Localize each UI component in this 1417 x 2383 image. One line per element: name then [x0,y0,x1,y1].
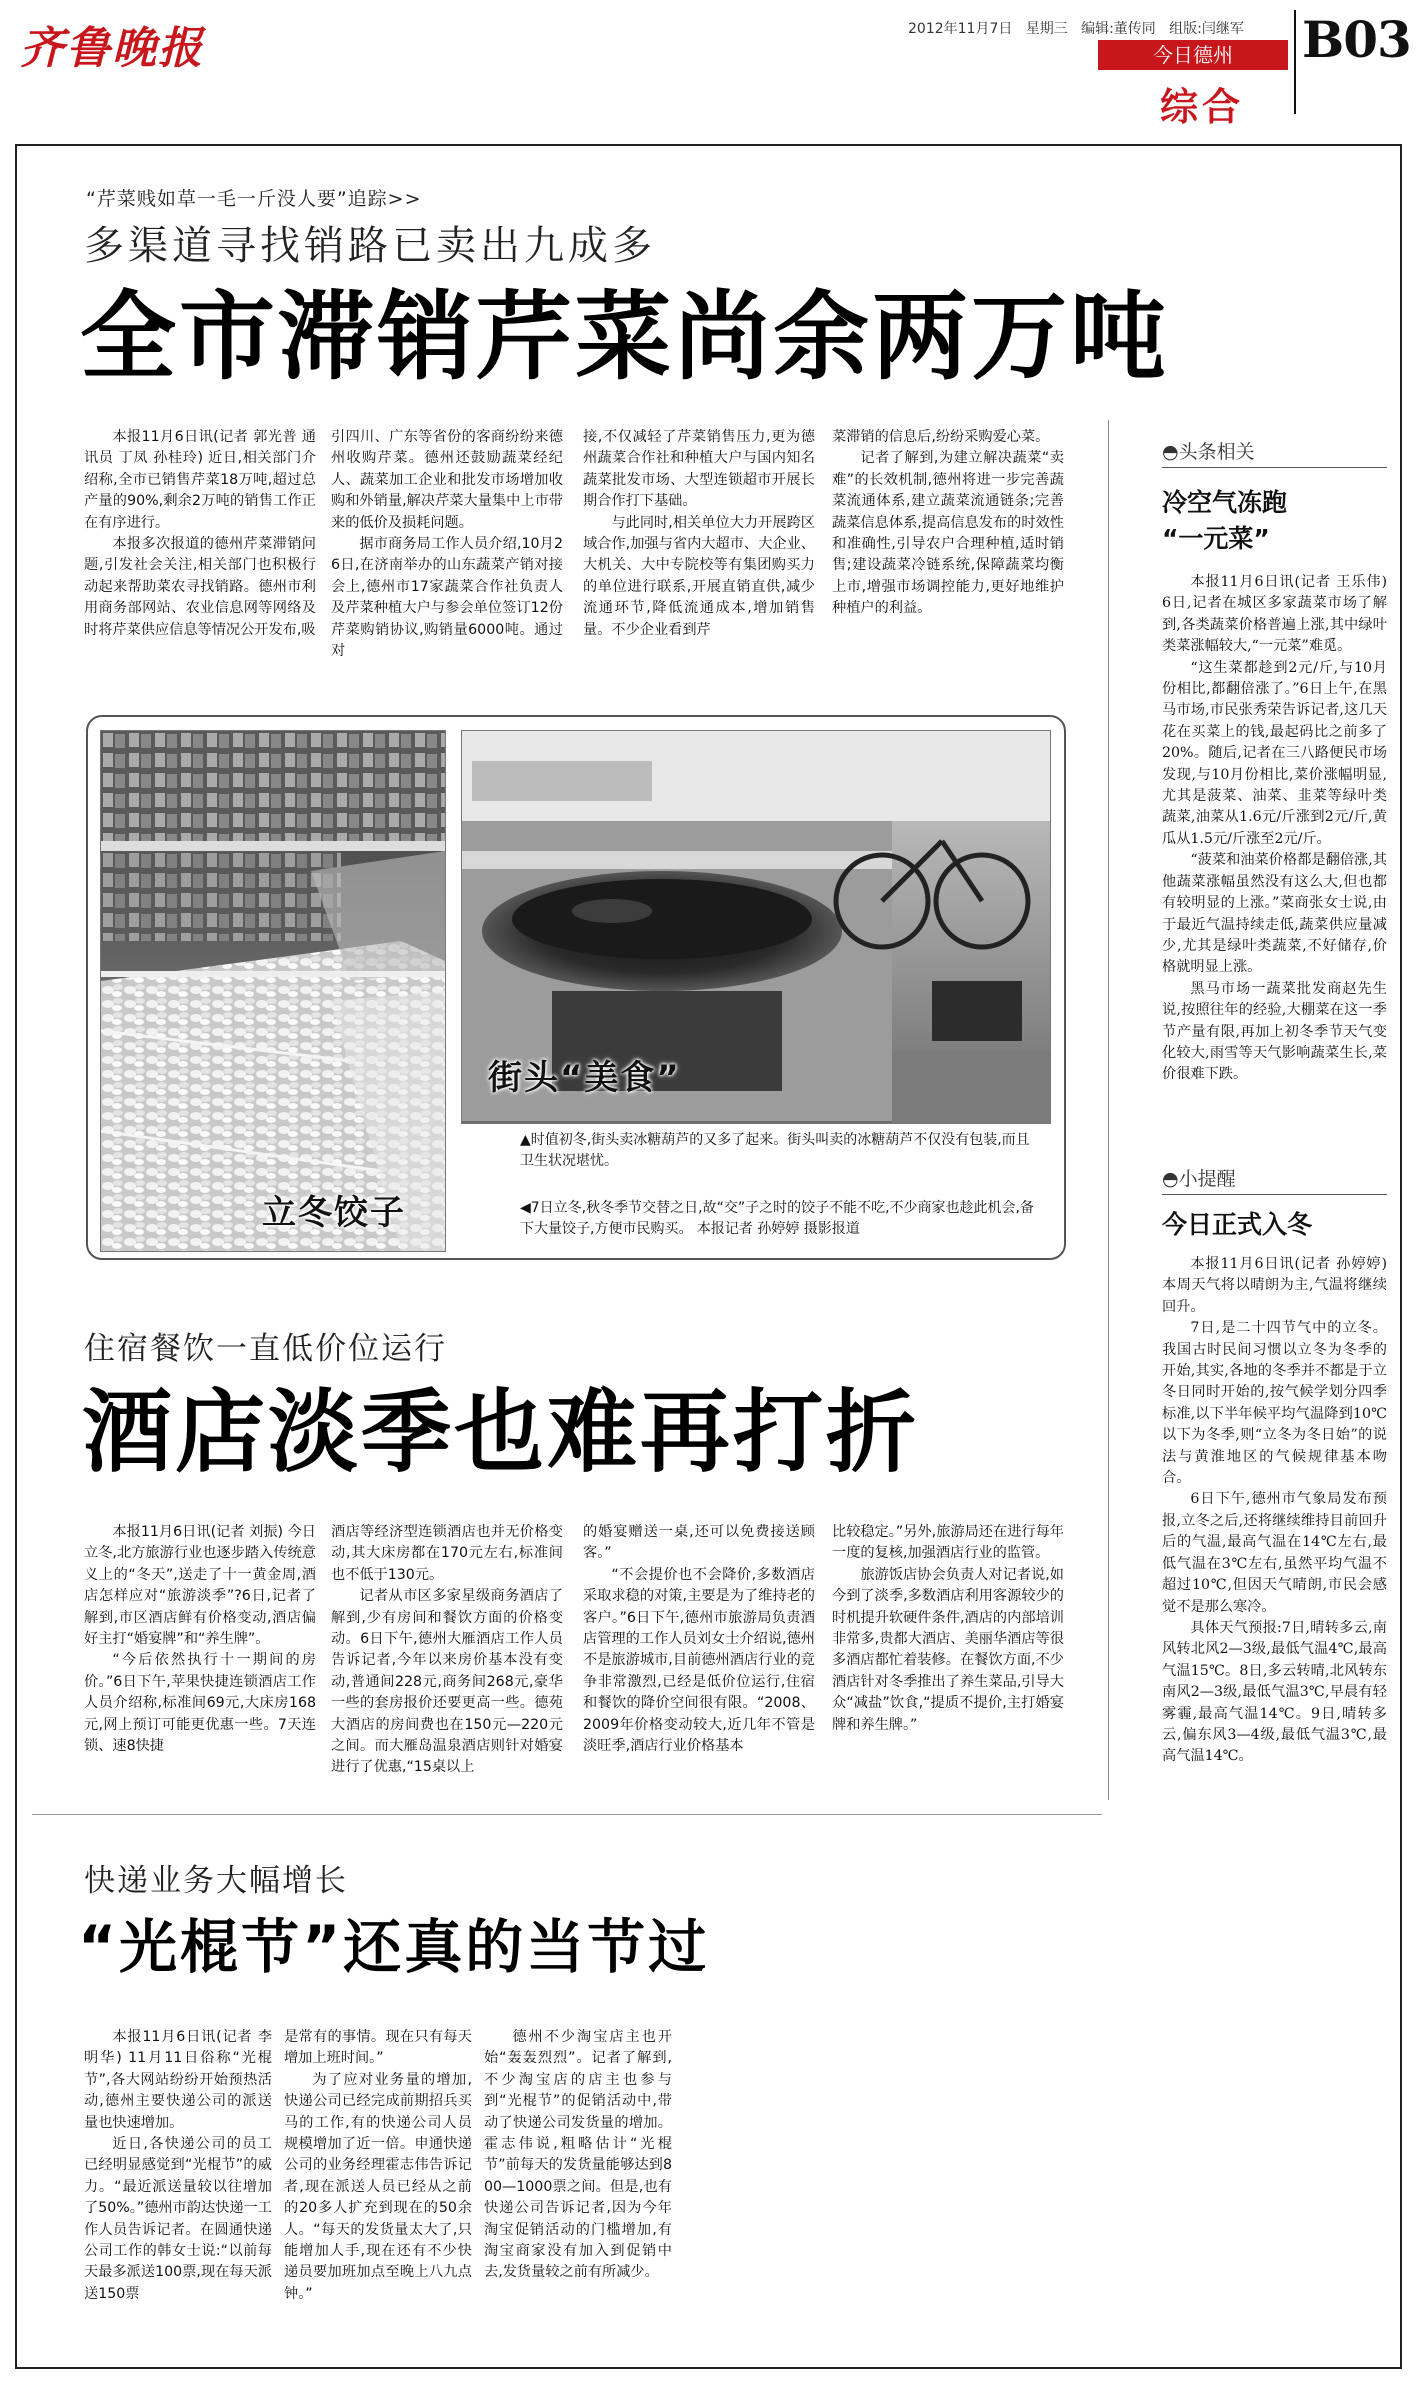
sidebar2-tag [1162,1164,1236,1191]
section-tag: 今日德州 [1098,40,1288,70]
sidebar1-body [1162,572,1387,1132]
story1-paragraph: 引四川、广东等省份的客商纷纷来德州收购芹菜。德州还鼓励蔬菜经纪人、蔬菜加工企业和批发市场增加收购和外销量,解决芹菜大量集中上市带来的低价及损耗问题。 [331,429,563,531]
story3-subtitle: 快递业务大幅增长 [84,1863,348,1899]
sidebar1-paragraph: “这生菜都趁到2元/斤,与10月份相比,都翻倍涨了。”6日上午,在黑马市场,市民张秀荣告诉记者,这几天花在买菜上的钱,最起码比之前多了20%。随后,记者在三八路便民市场发现,与10月份相比,菜价涨幅明显,尤其是菠菜、油菜、韭菜等绿叶类蔬菜,油菜从1.6元/斤涨到2元/斤,黄瓜从1.5元/斤涨至2元/斤。 [1162,659,1387,847]
story3-paragraph: 近日,各快递公司的员工已经明显感觉到“光棍节”的威力。“最近派送量较以往增加了50%。”德州市韵达快递一工作人员告诉记者。在圆通快递公司工作的韩女士说:“以前每天最多派送100票,现在每天派送150票 [84,2136,272,2302]
story3-paragraph: 本报11月6日讯(记者 李明华) 11月11日俗称“光棍节”,各大网站纷纷开始预热活动,德州主要快递公司的派送量也快速增加。 [84,2029,272,2131]
story1-paragraph: 本报11月6日讯(记者 郭光普 通讯员 丁凤 孙桂玲) 近日,相关部门介绍称,全市已销售芹菜18万吨,超过总产量的90%,剩余2万吨的销售工作正在有序进行。 [84,429,316,531]
story2-column-2 [331,1522,563,1800]
sidebar1-title-2: “一元菜” [1162,524,1270,553]
sidebar2-body [1162,1254,1387,1800]
story1-kicker: “芹菜贱如草一毛一斤没人要”追踪>> [86,188,422,210]
dumplings-photo-title: 立冬饺子 [262,1193,406,1233]
sidebar1-tag [1162,437,1255,464]
sidebar2-paragraph: 7日,是二十四节气中的立冬。我国古时民间习惯以立冬为冬季的开始,其实,各地的冬季并不都是于立冬日同时开始的,按气候学划分四季标准,以下半年候平均气温降到10℃以下为冬季,则“立冬为冬日始”的说法与黄淮地区的气候规律基本吻合。 [1162,1320,1387,1487]
story3-divider [32,1814,1102,1815]
story3-paragraph: 为了应对业务量的增加,快递公司已经完成前期招兵买马的工作,有的快递公司人员规模增加了近一倍。申通快递公司的业务经理霍志伟告诉记者,现在派送人员已经从之前的20多人扩充到现在的50余人。“每天的发货量太大了,只能增加人手,现在还有不少快递员要加班加点至晚上八九点钟。” [284,2071,472,2302]
issue-weekday: 星期三 [1025,21,1068,37]
issue-editor: 编辑:董传同 [1081,21,1156,37]
story2-paragraph: 旅游饭店协会负责人对记者说,如今到了淡季,多数酒店利用客源较少的时机提升软硬件条件,酒店的内部培训非常多,贵都大酒店、美丽华酒店等很多酒店都忙着装修。在餐饮方面,不少酒店针对冬季推出了养生菜品,引导大众“减盐”饮食,“提质不提价,主打婚宴牌和养生牌。” [832,1566,1064,1733]
sidebar1-paragraph: 本报11月6日讯(记者 王乐伟) 6日,记者在城区多家蔬菜市场了解到,各类蔬菜价格普遍上涨,其中绿叶类菜涨幅较大,“一元菜”难觅。 [1162,574,1387,655]
story1-column-4 [832,427,1064,703]
story1-paragraph: 据市商务局工作人员介绍,10月26日,在济南举办的山东蔬菜产销对接会上,德州市17家蔬菜合作社负责人及芹菜种植大户与参会单位签订12份芹菜购销协议,购销量6000吨。通过对 [331,536,563,660]
story1-headline: 全市滞销芹菜尚余两万吨 [80,281,1169,393]
story2-paragraph: 的婚宴赠送一桌,还可以免费接送顾客。” [583,1524,815,1562]
sidebar-divider [1108,420,1109,1800]
issue-info [908,18,1244,38]
story2-column-1 [84,1522,316,1800]
story3-headline: “光棍节”还真的当节过 [78,1913,710,1981]
sidebar1-tag-line [1162,467,1387,468]
dumplings-photo-art [101,731,445,1251]
masthead [0,0,1417,130]
story1-paragraph: 接,不仅减轻了芹菜销售压力,更为德州蔬菜合作社和种植大户与国内知名蔬菜批发市场、大型连锁超市开展长期合作打下基础。 [583,429,815,510]
story2-paragraph: 记者从市区多家星级商务酒店了解到,少有房间和餐饮方面的价格变动。6日下午,德州大雁酒店工作人员告诉记者,今年以来房价基本没有变动,普通间228元,商务间268元,豪华一些的套房报价还要更高一些。德苑大酒店的房间费也在150元—220元之间。而大雁岛温泉酒店则针对婚宴进行了优惠,“15桌以上 [331,1588,563,1776]
bulb-icon: ◓ [1162,441,1179,463]
story2-subtitle: 住宿餐饮一直低价位运行 [84,1331,447,1367]
story1-column-2 [331,427,563,703]
section-name: 综合 [1160,85,1245,129]
story1-paragraph: 菜滞销的信息后,纷纷采购爱心菜。 [832,429,1050,445]
story3-column-3 [484,2027,672,2357]
issue-layout: 组版:闫继军 [1169,21,1244,37]
page-number: B03 [1302,10,1411,69]
photo-caption-2: ◀7日立冬,秋冬季节交替之日,故“交”子之时的饺子不能不吃,不少商家也趁此机会,备下大量饺子,方便市民购买。 本报记者 孙婷婷 摄影报道 [520,1200,1034,1237]
street-food-photo-title: 街头“美食” [488,1058,681,1098]
story1-paragraph: 记者了解到,为建立解决蔬菜“卖难”的长效机制,德州将进一步完善蔬菜流通体系,建立蔬菜流通链条;完善蔬菜信息体系,提高信息发布的时效性和准确性,引导农户合理种植,适时销售;建设蔬菜冷链系统,保障蔬菜均衡上市,增强市场调控能力,更好地维护种植户的利益。 [832,450,1064,617]
sidebar1-paragraph: “菠菜和油菜价格都是翻倍涨,其他蔬菜涨幅虽然没有这么大,但也都有较明显的上涨。”菜商张女士说,由于最近气温持续走低,蔬菜供应量减少,尤其是绿叶类蔬菜,不好储存,价格就明显上涨。 [1162,852,1387,976]
sidebar2-paragraph: 本报11月6日讯(记者 孙婷婷) 本周天气将以晴朗为主,气温将继续回升。 [1162,1256,1387,1315]
story2-paragraph: 比较稳定。”另外,旅游局还在进行每年一度的复核,加强酒店行业的监管。 [832,1524,1064,1562]
bulb-icon: ◓ [1162,1168,1179,1190]
story2-paragraph: 酒店等经济型连锁酒店也并无价格变动,其大床房都在170元左右,标准间也不低于130元。 [331,1524,563,1583]
story2-paragraph: “今后依然执行十一期间的房价。”6日下午,苹果快捷连锁酒店工作人员介绍称,标准间69元,大床房168元,网上预订可能更优惠一些。7天连锁、速8快捷 [84,1652,316,1755]
sidebar1-paragraph: 黑马市场一蔬菜批发商赵先生说,按照往年的经验,大棚菜在这一季节产量有限,再加上初冬季节天气变化较大,雨雪等天气影响蔬菜生长,菜价很难下跌。 [1162,980,1387,1083]
story2-paragraph: “不会提价也不会降价,多数酒店采取求稳的对策,主要是为了维持老的客户。”6日下午,德州市旅游局负责酒店管理的工作人员刘女士介绍说,德州不是旅游城市,目前德州酒店行业的竞争非常激烈,已经是低价位运行,住宿和餐饮的降价空间很有限。“2008、2009年价格变动较大,近几年不管是淡旺季,酒店行业价格基本 [583,1566,815,1755]
newspaper-logo: 齐鲁晚报 [20,23,204,74]
story1-column-1 [84,427,316,703]
story2-column-4 [832,1522,1064,1800]
story2-headline: 酒店淡季也难再打折 [82,1380,919,1485]
story1-column-3 [583,427,815,703]
sidebar2-title: 今日正式入冬 [1162,1210,1313,1239]
story1-paragraph: 本报多次报道的德州芹菜滞销问题,引发社会关注,相关部门也积极行动起来帮助菜农寻找销路。德州市利用商务部网站、农业信息网等网络及时将芹菜供应信息等情况公开发布,吸 [84,536,316,638]
story1-paragraph: 与此同时,相关单位大力开展跨区域合作,加强与省内大超市、大企业、大机关、大中专院校等有集团购买力的单位进行联系,开展直销直供,减少流通环节,降低流通成本,增加销售量。不少企业看到芹 [583,514,815,638]
sidebar2-tag-line [1162,1194,1387,1195]
sidebar2-tag-label: 小提醒 [1178,1168,1236,1190]
dumplings-photo [100,730,446,1252]
sidebar2-paragraph: 具体天气预报:7日,晴转多云,南风转北风2—3级,最低气温4℃,最高气温15℃。8日,多云转晴,北风转东南风2—3级,最低气温3℃,早晨有轻雾霾,最高气温14℃。9日,晴转多云,偏东风3—4级,最低气温3℃,最高气温14℃。 [1162,1619,1387,1765]
story1-subtitle: 多渠道寻找销路已卖出九成多 [84,223,656,269]
story3-column-1 [84,2027,272,2357]
story2-paragraph: 本报11月6日讯(记者 刘振) 今日立冬,北方旅游行业也逐步踏入传统意义上的“冬天”,送走了十一黄金周,酒店怎样应对“旅游淡季”?6日,记者了解到,市区酒店鲜有价格变动,酒店偏好主打“婚宴牌”和“养生牌”。 [84,1524,316,1648]
sidebar1-title-1: 冷空气冻跑 [1162,488,1288,517]
story3-paragraph: 是常有的事情。现在只有每天增加上班时间。” [284,2029,472,2067]
photo-caption-1: ▲时值初冬,街头卖冰糖葫芦的又多了起来。街头叫卖的冰糖葫芦不仅没有包装,而且卫生状况堪忧。 [520,1132,1030,1169]
story3-paragraph: 德州不少淘宝店主也开始“轰轰烈烈”。记者了解到,不少淘宝店的店主也参与到“光棍节”的促销活动中,带动了快递公司发货量的增加。霍志伟说,粗略估计“光棍节”前每天的发货量能够达到800—1000票之间。但是,也有快递公司告诉记者,因为今年淘宝促销活动的门槛增加,有淘宝商家没有加入到促销中去,发货量较之前有所减少。 [484,2029,672,2281]
header-divider [1294,10,1296,114]
story2-column-3 [583,1522,815,1800]
sidebar1-tag-label: 头条相关 [1178,441,1255,463]
issue-date: 2012年11月7日 [908,21,1013,37]
story3-column-2 [284,2027,472,2357]
sidebar2-paragraph: 6日下午,德州市气象局发布预报,立冬之后,还将继续维持目前回升后的气温,最高气温在14℃左右,最低气温在3℃左右,虽然平均气温不超过10℃,但因天气晴朗,市民会感觉不是那么寒冷。 [1162,1491,1387,1615]
